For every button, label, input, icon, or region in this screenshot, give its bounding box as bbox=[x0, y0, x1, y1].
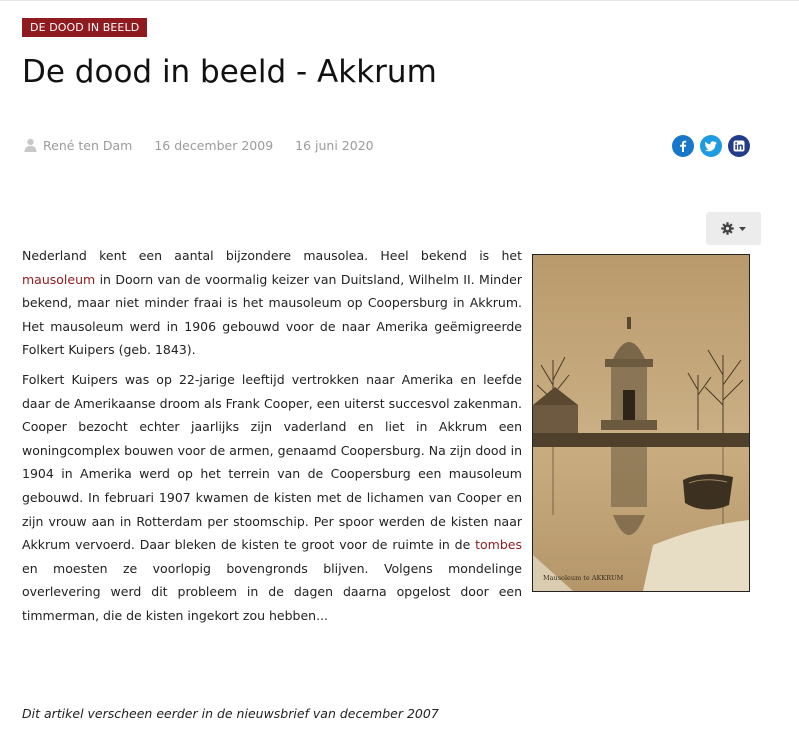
top-divider bbox=[0, 0, 799, 1]
article-body bbox=[22, 244, 522, 634]
user-icon bbox=[24, 138, 37, 152]
mausoleum-postcard-image bbox=[533, 255, 749, 591]
mausoleum-link[interactable]: mausoleum bbox=[22, 271, 96, 287]
published-date: 16 december 2009 bbox=[154, 137, 274, 153]
modified-date: 16 juni 2020 bbox=[295, 137, 374, 153]
linkedin-icon bbox=[733, 140, 745, 152]
twitter-icon bbox=[705, 140, 717, 152]
paragraph-1: Nederland kent een aantal bijzondere mausolea. Heel bekend is het mausoleum in Doorn van de voormalig keizer van Duitsland, Wilhelm II. Minder bekend, maar niet minder fraai is het mausoleum op Coopersburg in Akkrum. Het mausoleum werd in 1906 gebouwd voor de naar Amerika geëmigreerde Folkert Kuipers (geb. 1843). bbox=[22, 248, 522, 358]
photo-caption: Mausoleum te AKKRUM bbox=[543, 574, 624, 582]
caret-down-icon bbox=[739, 227, 746, 231]
category-badge[interactable]: DE DOOD IN BEELD bbox=[22, 18, 147, 37]
author-name: René ten Dam bbox=[43, 137, 133, 153]
article-footnote: Dit artikel verscheen eerder in de nieuwsbrief van december 2007 bbox=[22, 706, 439, 721]
linkedin-share-button[interactable] bbox=[728, 135, 750, 157]
tombes-link[interactable]: tombes bbox=[475, 537, 522, 553]
page-title: De dood in beeld - Akkrum bbox=[22, 54, 437, 90]
gear-icon bbox=[721, 222, 734, 235]
mausoleum-photo bbox=[532, 254, 750, 592]
twitter-share-button[interactable] bbox=[700, 135, 722, 157]
article-tools-dropdown[interactable] bbox=[706, 212, 761, 245]
facebook-icon bbox=[677, 140, 689, 152]
facebook-share-button[interactable] bbox=[672, 135, 694, 157]
share-buttons bbox=[672, 135, 750, 157]
paragraph-2: Folkert Kuipers was op 22-jarige leeftijd vertrokken naar Amerika en leefde daar de Amerikaanse droom als Frank Cooper, een uiterst succesvol zakenman. Cooper bezocht echter jaarlijks zijn vaderland en liet in Akkrum een woningcomplex bouwen voor de armen, genaamd Coopersburg. Na zijn dood in 1904 in Amerika werd op het terrein van de Coopersburg een mausoleum gebouwd. In februari 1907 kwamen de kisten met de lichamen van Cooper en zijn vrouw aan in Rotterdam per stoomschip. Per spoor werden de kisten naar Akkrum vervoerd. Daar bleken de kisten te groot voor de ruimte in de tombes en moesten ze voorlopig bovengronds blijven. Volgens mondelinge overlevering werd dit probleem in de dagen daarna opgelost door een timmerman, die de kisten ingekort zou hebben... bbox=[22, 371, 522, 623]
article-meta bbox=[24, 137, 374, 153]
